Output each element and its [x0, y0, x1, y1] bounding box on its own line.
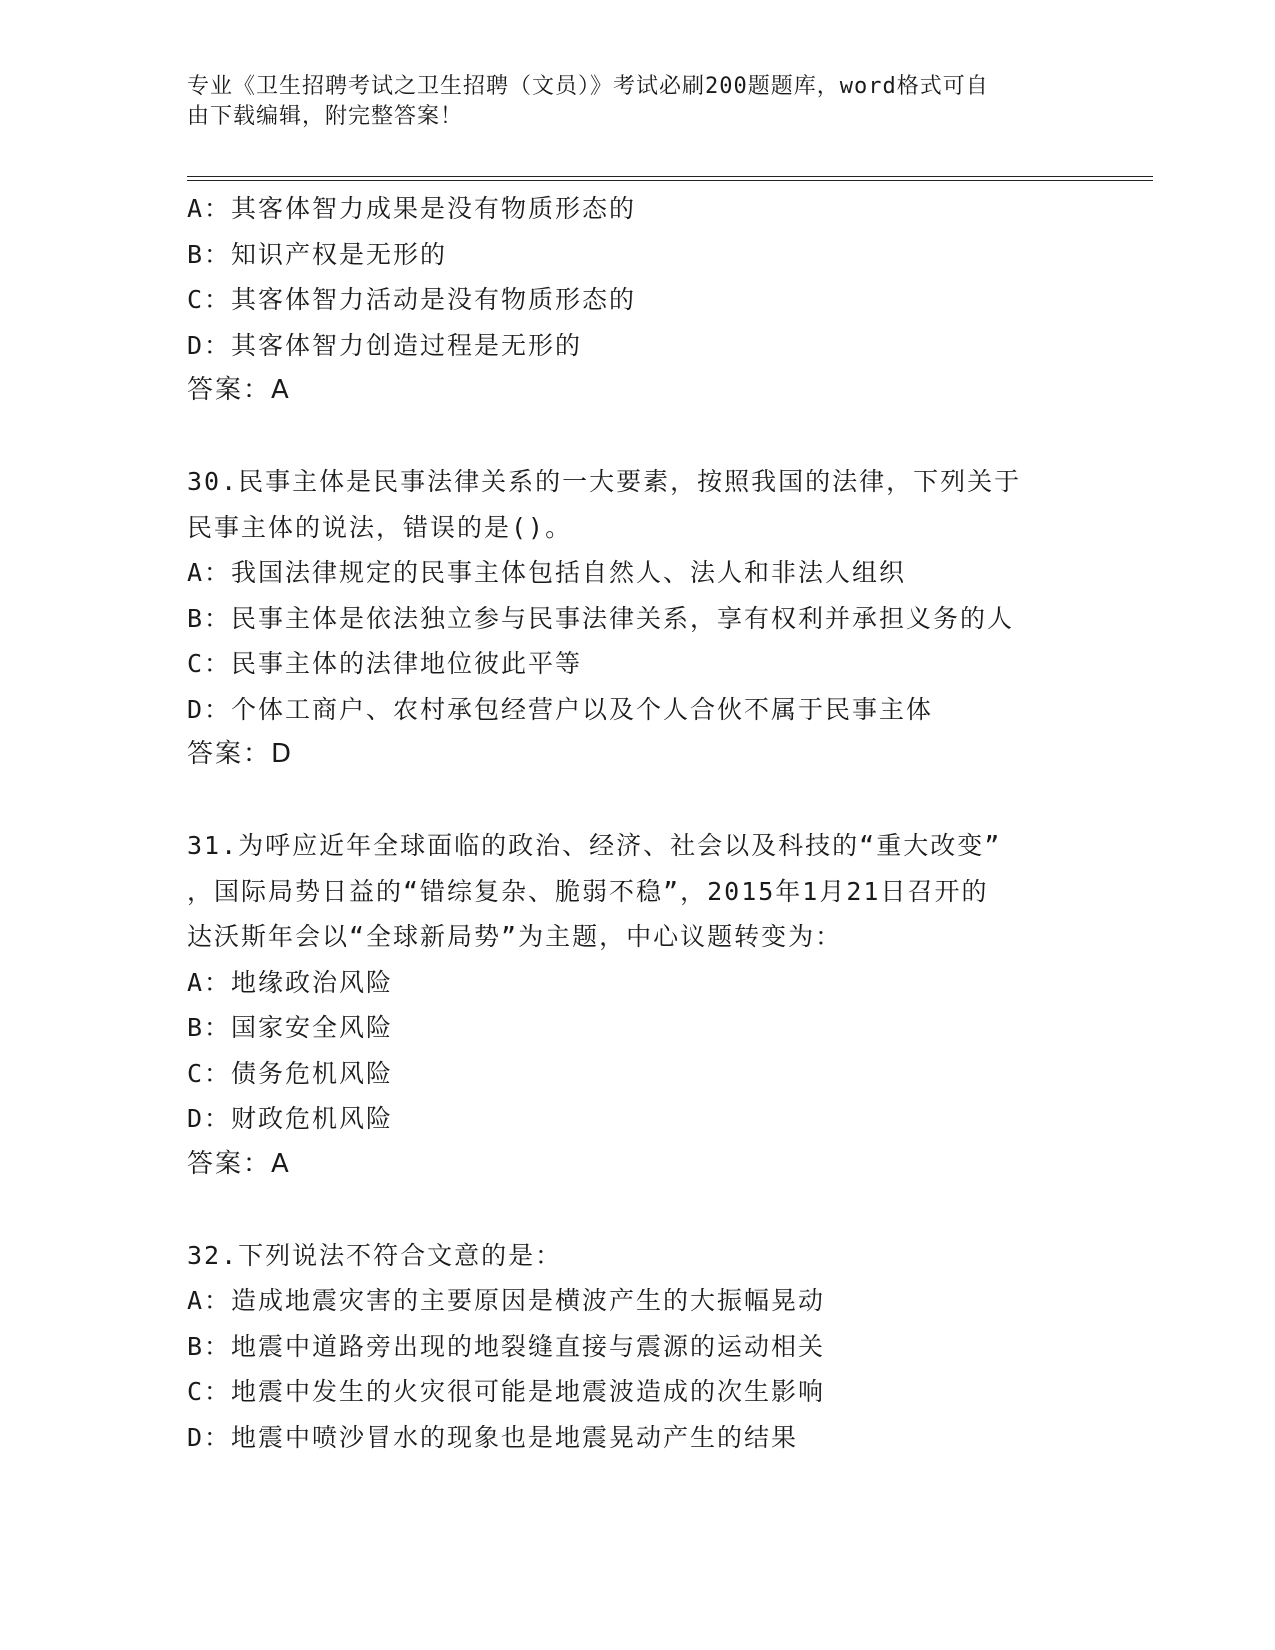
question-list	[187, 186, 1087, 1460]
header-line-2: 由下载编辑，附完整答案！	[187, 104, 464, 129]
option-a: A：造成地震灾害的主要原因是横波产生的大振幅晃动	[187, 1286, 826, 1315]
page-header	[187, 72, 1067, 132]
option-c: C：地震中发生的火灾很可能是地震波造成的次生影响	[187, 1377, 826, 1406]
question-text-line: 32.下列说法不符合文意的是：	[187, 1240, 563, 1270]
option-d: D：其客体智力创造过程是无形的	[187, 330, 583, 360]
question-text-line: 30.民事主体是民事法律关系的一大要素，按照我国的法律，下列关于	[187, 467, 1022, 496]
option-d: D：个体工商户、农村承包经营户以及个人合伙不属于民事主体	[187, 694, 934, 724]
answer-line: 答案：A	[187, 375, 291, 405]
option-d: D：地震中喷沙冒水的现象也是地震晃动产生的结果	[187, 1422, 799, 1452]
option-b: B：国家安全风险	[187, 1013, 394, 1042]
question-text-line: 达沃斯年会以“全球新局势”为主题，中心议题转变为：	[187, 922, 843, 951]
question-31	[187, 823, 1087, 1187]
spacer	[187, 1187, 1087, 1233]
option-c: C：债务危机风险	[187, 1058, 394, 1088]
question-32	[187, 1233, 1087, 1461]
option-b: B：知识产权是无形的	[187, 239, 448, 269]
option-a: A：其客体智力成果是没有物质形态的	[187, 194, 637, 223]
question-text-line: ，国际局势日益的“错综复杂、脆弱不稳”，2015年1月21日召开的	[187, 876, 989, 906]
spacer	[187, 414, 1087, 460]
spacer	[187, 778, 1087, 824]
option-c: C：民事主体的法律地位彼此平等	[187, 649, 583, 678]
header-divider	[187, 176, 1153, 181]
option-a: A：我国法律规定的民事主体包括自然人、法人和非法人组织	[187, 558, 907, 587]
answer-line: 答案：D	[187, 739, 294, 769]
question-text-line: 民事主体的说法，错误的是()。	[187, 512, 573, 542]
option-c: C：其客体智力活动是没有物质形态的	[187, 285, 637, 314]
answer-line: 答案：A	[187, 1148, 291, 1179]
option-a: A：地缘政治风险	[187, 967, 394, 997]
option-b: B：地震中道路旁出现的地裂缝直接与震源的运动相关	[187, 1331, 826, 1361]
question-30	[187, 459, 1087, 778]
option-b: B：民事主体是依法独立参与民事法律关系，享有权利并承担义务的人	[187, 603, 1015, 633]
header-line-1: 专业《卫生招聘考试之卫生招聘（文员）》考试必刷200题题库，word格式可自	[187, 74, 989, 99]
question-29-continued	[187, 186, 1087, 414]
question-text-line: 31.为呼应近年全球面临的政治、经济、社会以及科技的“重大改变”	[187, 831, 1002, 860]
option-d: D：财政危机风险	[187, 1104, 394, 1133]
